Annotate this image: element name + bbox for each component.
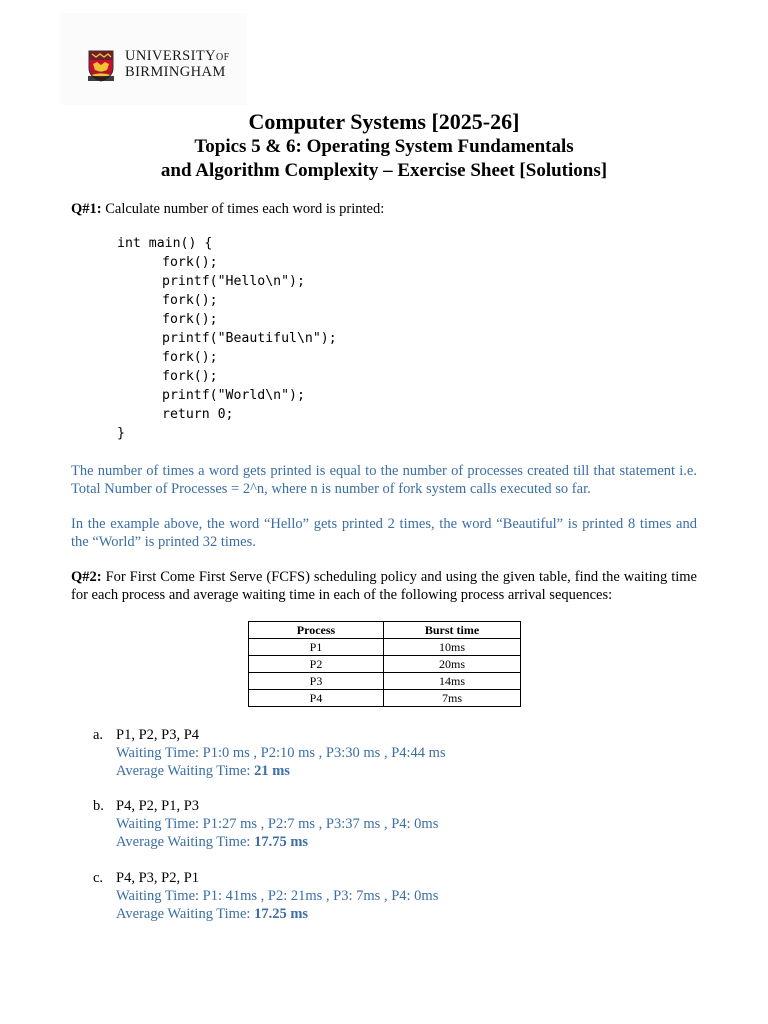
table-cell-burst: 20ms	[384, 656, 521, 673]
code-line: fork();	[162, 293, 218, 308]
table-cell-process: P1	[249, 639, 384, 656]
code-line: fork();	[162, 312, 218, 327]
list-marker: b.	[93, 798, 104, 814]
average-label: Average Waiting Time:	[116, 763, 255, 779]
average-waiting-time	[116, 762, 446, 780]
waiting-times: Waiting Time: P1:27 ms , P2:7 ms , P3:37 ms , P4: 0ms	[116, 816, 439, 832]
page-title: Computer Systems [2025-26]	[248, 109, 520, 134]
table-header-row	[249, 622, 521, 639]
page-subtitle-line-2: and Algorithm Complexity – Exercise Sheet [Solutions]	[160, 160, 608, 181]
table-row	[249, 656, 521, 673]
average-label: Average Waiting Time:	[116, 906, 255, 922]
code-line: fork();	[162, 350, 218, 365]
burst-time-table	[248, 621, 521, 707]
arrival-sequence: P4, P2, P1, P3	[116, 798, 200, 814]
university-logo	[61, 13, 247, 105]
question-1-label: Q#1:	[71, 201, 102, 217]
list-marker: c.	[93, 870, 104, 886]
page-subtitle-line-1: Topics 5 & 6: Operating System Fundamentals	[194, 136, 574, 157]
table-row	[249, 673, 521, 690]
university-crest-icon	[88, 50, 114, 82]
table-cell-process: P3	[249, 673, 384, 690]
table-row	[249, 639, 521, 656]
table-cell-burst: 14ms	[384, 673, 521, 690]
code-line: printf("Beautiful\n");	[162, 331, 337, 346]
average-value: 17.75 ms	[254, 834, 309, 850]
average-value: 21 ms	[254, 763, 290, 779]
code-block	[117, 234, 337, 443]
arrival-sequence: P4, P3, P2, P1	[116, 870, 200, 886]
question-2-text: For First Come First Serve (FCFS) scheduling policy and using the given table, find the waiting time for each process and average waiting time in each of the following process arrival sequences:	[71, 569, 697, 603]
question-2	[71, 568, 697, 604]
logo-line-university: UNIVERSITY	[125, 48, 216, 64]
question-1	[71, 200, 697, 218]
code-line: return 0;	[162, 407, 234, 422]
table-cell-burst: 10ms	[384, 639, 521, 656]
average-label: Average Waiting Time:	[116, 834, 255, 850]
average-waiting-time	[116, 905, 438, 923]
table-cell-process: P2	[249, 656, 384, 673]
answer-1-result: In the example above, the word “Hello” gets printed 2 times, the word “Beautiful” is printed 8 times and the “World” is printed 32 times.	[71, 516, 697, 550]
code-line: }	[117, 426, 125, 441]
table-cell-burst: 7ms	[384, 690, 521, 707]
arrival-sequence: P1, P2, P3, P4	[116, 727, 200, 743]
question-1-text: Calculate number of times each word is printed:	[101, 201, 385, 217]
table-header-process: Process	[249, 622, 384, 639]
waiting-times: Waiting Time: P1: 41ms , P2: 21ms , P3: 7ms , P4: 0ms	[116, 888, 439, 904]
logo-line-birmingham: BIRMINGHAM	[125, 64, 226, 80]
average-waiting-time	[116, 833, 438, 851]
answer-1-explanation: The number of times a word gets printed is equal to the number of processes created till that statement i.e. Total Number of Processes = 2^n, where n is number of fork system calls executed so far.	[71, 463, 697, 497]
code-line: printf("Hello\n");	[162, 274, 305, 289]
table-row	[249, 690, 521, 707]
question-2-label: Q#2:	[71, 569, 102, 585]
logo-line-of: OF	[216, 52, 230, 63]
list-marker: a.	[93, 727, 104, 743]
code-line: printf("World\n");	[162, 388, 305, 403]
table-cell-process: P4	[249, 690, 384, 707]
waiting-times: Waiting Time: P1:0 ms , P2:10 ms , P3:30 ms , P4:44 ms	[116, 745, 446, 761]
university-name	[125, 49, 230, 80]
code-line: fork();	[162, 369, 218, 384]
table-header-burst-time: Burst time	[384, 622, 521, 639]
code-line: int main() {	[117, 236, 213, 251]
code-line: fork();	[162, 255, 218, 270]
average-value: 17.25 ms	[254, 906, 309, 922]
